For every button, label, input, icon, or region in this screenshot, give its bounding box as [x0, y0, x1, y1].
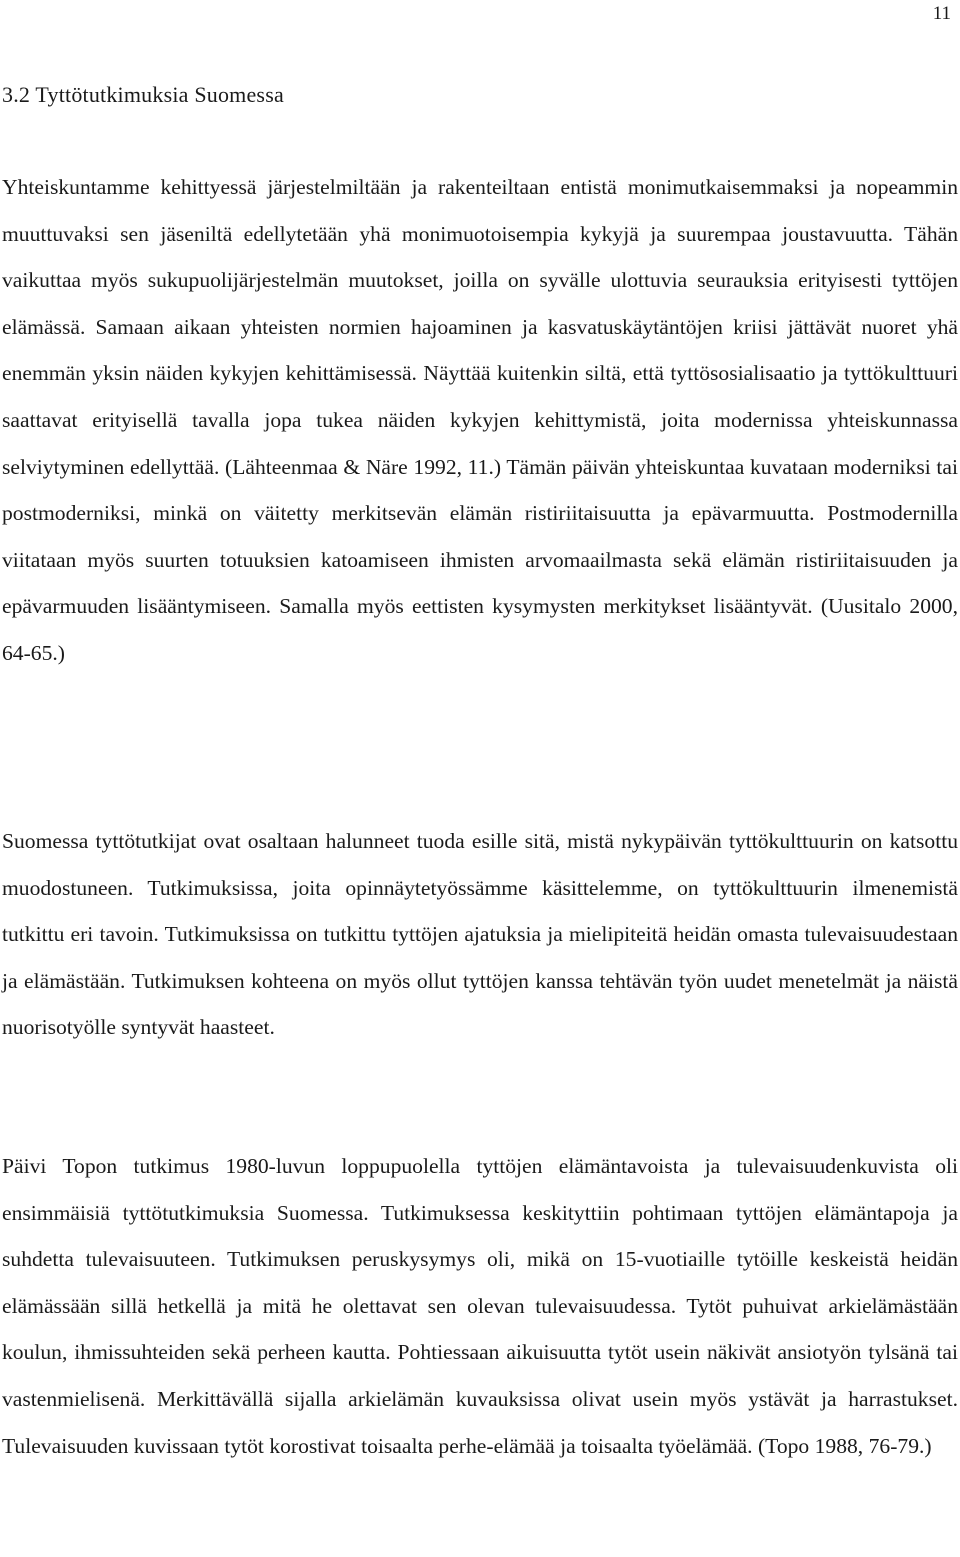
page-number: 11: [932, 3, 951, 24]
body-paragraph: Päivi Topon tutkimus 1980-luvun loppupuolella tyttöjen elämäntavoista ja tulevaisuudenkuvista oli ensimmäisiä tyttötutkimuksia Suomessa. Tutkimuksessa keskityttiin pohtimaan tyttöjen elämäntapoja ja suhdetta tulevaisuuteen. Tutkimuksen peruskysymys oli, mikä on 15-vuotiaille tytöille keskeistä heidän elämässään sillä hetkellä ja mitä he olettavat sen olevan tulevaisuudessa. Tytöt puhuivat arkielämästään koulun, ihmissuhteiden sekä perheen kautta. Pohtiessaan aikuisuutta tytöt usein näkivät ansiotyön tylsänä tai vastenmielisenä. Merkittävällä sijalla arkielämän kuvauksissa olivat usein myös ystävät ja harrastukset. Tulevaisuuden kuvissaan tytöt korostivat toisaalta perhe-elämää ja toisaalta työelämää. (Topo 1988, 76-79.): [2, 1154, 958, 1458]
body-paragraph: Suomessa tyttötutkijat ovat osaltaan halunneet tuoda esille sitä, mistä nykypäivän tyttökulttuurin on katsottu muodostuneen. Tutkimuksissa, joita opinnäytetyössämme käsittelemme, on tyttökulttuurin ilmenemistä tutkittu eri tavoin. Tutkimuksissa on tutkittu tyttöjen ajatuksia ja mielipiteitä heidän omasta tulevaisuudestaan ja elämästään. Tutkimuksen kohteena on myös ollut tyttöjen kanssa tehtävän työn uudet menetelmät ja näistä nuorisotyölle syntyvät haasteet.: [2, 829, 958, 1040]
section-heading: 3.2 Tyttötutkimuksia Suomessa: [2, 82, 284, 107]
body-paragraph: Yhteiskuntamme kehittyessä järjestelmiltään ja rakenteiltaan entistä monimutkaisemmaksi ja nopeammin muuttuvaksi sen jäseniltä edellytetään yhä monimuotoisempia kykyjä ja suurempaa joustavuutta. Tähän vaikuttaa myös sukupuolijärjestelmän muutokset, joilla on syvälle ulottuvia seurauksia erityisesti tyttöjen elämässä. Samaan aikaan yhteisten normien hajoaminen ja kasvatuskäytäntöjen kriisi jättävät nuoret yhä enemmän yksin näiden kykyjen kehittämisessä. Näyttää kuitenkin siltä, että tyttösosialisaatio ja tyttökulttuuri saattavat erityisellä tavalla jopa tukea näiden kykyjen kehittymistä, joita modernissa yhteiskunnassa selviytyminen edellyttää. (Lähteenmaa & Näre 1992, 11.) Tämän päivän yhteiskuntaa kuvataan moderniksi tai postmoderniksi, minkä on väitetty merkitsevän elämän ristiriitaisuutta ja epävarmuutta. Postmodernilla viitataan myös suurten totuuksien katoamiseen ihmisten arvomaailmasta sekä elämän ristiriitaisuuden ja epävarmuuden lisääntymiseen. Samalla myös eettisten kysymysten merkitykset lisääntyvät. (Uusitalo 2000, 64-65.): [2, 175, 958, 665]
